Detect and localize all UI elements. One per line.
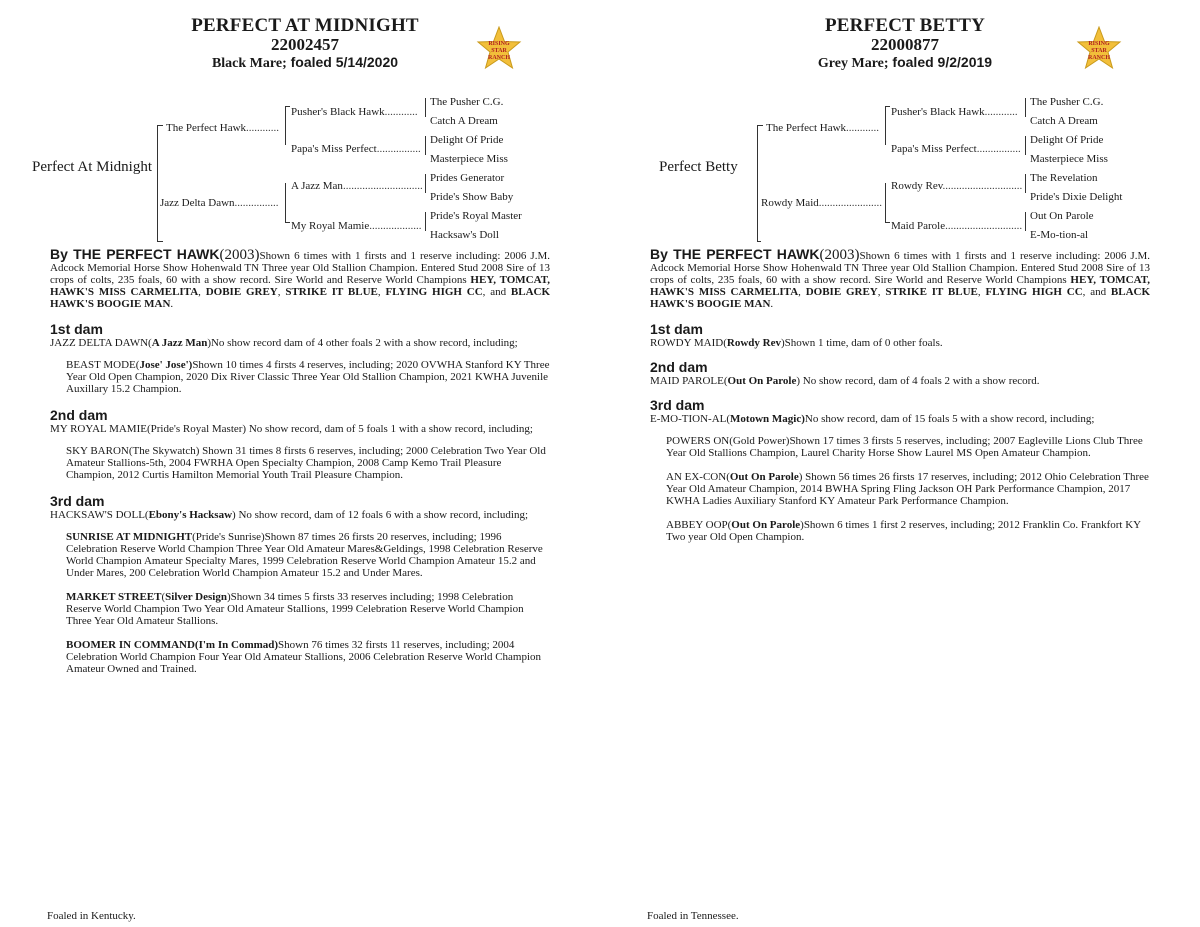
third-dam-text: E-MO-TION-AL(Motown Magic)No show record, dam of 15 foals 5 with a show record, including; bbox=[650, 413, 1095, 425]
pedigree-dsd: Pride's Show Baby bbox=[430, 191, 514, 203]
bracket-line bbox=[285, 183, 286, 222]
second-dam-text: MAID PAROLE(Out On Parole) No show record, dam of 4 foals 2 with a show record. bbox=[650, 375, 1040, 387]
svg-text:RANCH: RANCH bbox=[1088, 55, 1110, 61]
svg-text:STAR: STAR bbox=[1091, 48, 1107, 54]
bracket-tick bbox=[757, 125, 763, 126]
offspring-entry: AN EX-CON(Out On Parole) Shown 56 times 26 firsts 17 reserves, including; 2012 Ohio Celebration Three Year Old Amateur Champion, 2014 BWHA Spring Fling Jackson OH Park Performance Champion, 2017 KWHA Ladies Auxiliary Stanford KY Amateur Park Performance Champion. bbox=[666, 471, 1149, 507]
bracket-line bbox=[425, 136, 426, 155]
first-dam-text: ROWDY MAID(Rowdy Rev)Shown 1 time, dam of 0 other foals. bbox=[650, 337, 943, 349]
pedigree-dam: Jazz Delta Dawn................ bbox=[160, 197, 279, 209]
first-dam-text: JAZZ DELTA DAWN(A Jazz Man)No show record dam of 4 other foals 2 with a show record, including; bbox=[50, 337, 518, 349]
pedigree-sire-sire: Pusher's Black Hawk............ bbox=[291, 106, 418, 118]
pedigree-dam-dam: Maid Parole............................ bbox=[891, 220, 1023, 232]
svg-text:RISING: RISING bbox=[488, 41, 510, 47]
horse-description: Grey Mare; foaled 9/2/2019 bbox=[817, 54, 993, 71]
second-dam-heading: 2nd dam bbox=[50, 407, 108, 423]
first-dam-heading: 1st dam bbox=[650, 321, 703, 337]
pedigree-ddd: E-Mo-tion-al bbox=[1030, 229, 1089, 241]
bracket-line bbox=[425, 212, 426, 231]
bracket-tick bbox=[157, 241, 163, 242]
pedigree-sdd: Masterpiece Miss bbox=[430, 153, 508, 165]
svg-text:STAR: STAR bbox=[491, 48, 507, 54]
sire-summary: By THE PERFECT HAWK(2003)Shown 6 times with 1 firsts and 1 reserve including: 2006 J.M. Adcock Memorial Horse Show Hohenwald TN Three year Old Stallion Champion. Entered Stud 2008 Sire of 13 crops of colts, 235 foals, 60 with a show record. Sire World and Reserve World Champions HEY, TOMCAT, HAWK'S MISS CARMELITA, DOBIE GREY, STRIKE IT BLUE, FLYING HIGH CC, and BLACK HAWK'S BOOGIE MAN. bbox=[50, 246, 551, 310]
horse-name-title: PERFECT BETTY bbox=[824, 15, 986, 36]
offspring-entry: ABBEY OOP(Out On Parole)Shown 6 times 1 first 2 reserves, including; 2012 Franklin Co. Frankfort KY Two year Old Open Champion. bbox=[666, 519, 1141, 543]
bracket-line bbox=[1025, 136, 1026, 155]
bracket-line bbox=[425, 98, 426, 117]
pedigree-sds: Delight Of Pride bbox=[1030, 134, 1104, 146]
pedigree-chart bbox=[600, 90, 1200, 250]
pedigree-dss: Prides Generator bbox=[430, 172, 505, 184]
bracket-tick bbox=[157, 125, 163, 126]
svg-text:RANCH: RANCH bbox=[488, 55, 510, 61]
pedigree-sss: The Pusher C.G. bbox=[430, 96, 504, 108]
offspring-entry: BEAST MODE(Jose' Jose')Shown 10 times 4 firsts 4 reserves, including; 2020 OVWHA Stanford KY Three Year Old Open Champion, 2020 Dix River Classic Three Year Old Stallion Champion, 2021 KWHA Juvenile Auxillary 15.2 Champion. bbox=[66, 359, 550, 395]
pedigree-ddd: Hacksaw's Doll bbox=[430, 229, 499, 241]
pedigree-ssd: Catch A Dream bbox=[430, 115, 498, 127]
pedigree-dss: The Revelation bbox=[1030, 172, 1098, 184]
pedigree-sire-dam: Papa's Miss Perfect................ bbox=[291, 143, 421, 155]
pedigree-dsd: Pride's Dixie Delight bbox=[1030, 191, 1123, 203]
pedigree-chart bbox=[0, 90, 600, 250]
pedigree-sire-sire: Pusher's Black Hawk............ bbox=[891, 106, 1018, 118]
bracket-line bbox=[885, 183, 886, 222]
foaled-location: Foaled in Kentucky. bbox=[47, 910, 136, 922]
pedigree-dam-sire: Rowdy Rev............................. bbox=[891, 180, 1023, 192]
bracket-line bbox=[285, 106, 286, 145]
pedigree-horse: Perfect Betty bbox=[659, 159, 738, 175]
horse-name-title: PERFECT AT MIDNIGHT bbox=[191, 15, 419, 36]
pedigree-dds: Pride's Royal Master bbox=[430, 210, 522, 222]
pedigree-horse: Perfect At Midnight bbox=[32, 159, 152, 175]
horse-description: Black Mare; foaled 5/14/2020 bbox=[211, 54, 399, 71]
pedigree-sire-dam: Papa's Miss Perfect................ bbox=[891, 143, 1021, 155]
registration-number: 22002457 bbox=[271, 35, 339, 54]
offspring-entry: SUNRISE AT MIDNIGHT(Pride's Sunrise)Shown 87 times 26 firsts 20 reserves, including; 1996 Celebration Reserve World Champion Three Year Old Amateur Mares&Geldings, 1998 Celebration Reserve World Champion Amateur Specialty Mares, 1999 Celebration Reserve World Champion Amateur 15.2 and Under Mares, 200 Celebration World Champion Amateur 15.2 and Under Mares. bbox=[66, 531, 543, 579]
pedigree-sds: Delight Of Pride bbox=[430, 134, 504, 146]
pedigree-ssd: Catch A Dream bbox=[1030, 115, 1098, 127]
pedigree-dam-dam: My Royal Mamie................... bbox=[291, 220, 422, 232]
svg-text:RISING: RISING bbox=[1088, 41, 1110, 47]
bracket-tick bbox=[885, 222, 890, 223]
bracket-line bbox=[1025, 174, 1026, 193]
third-dam-heading: 3rd dam bbox=[650, 397, 705, 413]
pedigree-sdd: Masterpiece Miss bbox=[1030, 153, 1108, 165]
bracket-line bbox=[885, 106, 886, 145]
third-dam-heading: 3rd dam bbox=[50, 493, 105, 509]
pedigree-sire: The Perfect Hawk............ bbox=[766, 122, 880, 134]
offspring-entry: POWERS ON(Gold Power)Shown 17 times 3 firsts 5 reserves, including; 2007 Eagleville Lions Club Three Year Old Stallions Champion, Laurel Charity Horse Show Laurel MS Open Amateur Champion. bbox=[666, 435, 1143, 459]
first-dam-heading: 1st dam bbox=[50, 321, 103, 337]
third-dam-text: HACKSAW'S DOLL(Ebony's Hacksaw) No show record, dam of 12 foals 6 with a show record, including; bbox=[50, 509, 529, 521]
offspring-entry: MARKET STREET(Silver Design)Shown 34 times 5 firsts 33 reserves including; 1998 Celebration Reserve World Champion Two Year Old Amateur Stallions, 1999 Celebration Reserve World Champion Three Year Old Amateur Stallions. bbox=[66, 591, 524, 627]
bracket-line bbox=[425, 174, 426, 193]
pedigree-dam-sire: A Jazz Man............................. bbox=[291, 180, 423, 192]
bracket-tick bbox=[757, 241, 761, 242]
pedigree-page-right bbox=[600, 0, 1200, 927]
pedigree-sss: The Pusher C.G. bbox=[1030, 96, 1104, 108]
second-dam-heading: 2nd dam bbox=[650, 359, 708, 375]
bracket-line bbox=[157, 125, 158, 241]
registration-number: 22000877 bbox=[871, 35, 939, 54]
foaled-location: Foaled in Tennessee. bbox=[647, 910, 739, 922]
offspring-entry: BOOMER IN COMMAND(I'm In Commad)Shown 76 times 32 firsts 11 reserves, including; 2004 Celebration World Champion Four Year Old Amateur Stallions, 2006 Celebration Reserve World Champion Amateur Owned and Trained. bbox=[66, 639, 542, 675]
produce-record bbox=[50, 248, 550, 687]
bracket-line bbox=[1025, 98, 1026, 117]
pedigree-sire: The Perfect Hawk............ bbox=[166, 122, 280, 134]
rising-star-ranch-logo bbox=[1076, 26, 1122, 70]
pedigree-dds: Out On Parole bbox=[1030, 210, 1094, 222]
sire-summary: By THE PERFECT HAWK(2003)Shown 6 times with 1 firsts and 1 reserve including: 2006 J.M. Adcock Memorial Horse Show Hohenwald TN Three year Old Stallion Champion. Entered Stud 2008 Sire of 13 crops of colts, 235 foals, 60 with a show record. Sire World and Reserve World Champions HEY, TOMCAT, HAWK'S MISS CARMELITA, DOBIE GREY, STRIKE IT BLUE, FLYING HIGH CC, and BLACK HAWK'S BOOGIE MAN. bbox=[650, 246, 1151, 310]
second-dam-text: MY ROYAL MAMIE(Pride's Royal Master) No show record, dam of 5 foals 1 with a show record, including; bbox=[50, 423, 533, 435]
pedigree-dam: Rowdy Maid....................... bbox=[761, 197, 882, 209]
bracket-tick bbox=[285, 222, 290, 223]
rising-star-ranch-logo bbox=[476, 26, 522, 70]
bracket-line bbox=[757, 125, 758, 241]
produce-record bbox=[650, 248, 1150, 555]
offspring-entry: SKY BARON(The Skywatch) Shown 31 times 8 firsts 6 reserves, including; 2000 Celebration Two Year Old Amateur Stallions-5th, 2004 FWRHA Open Specialty Champion, 2008 Camp Kemo Trail Pleasure Champion, 2012 Curtis Hamilton Memorial Youth Trail Pleasure Champion. bbox=[66, 445, 546, 481]
bracket-tick bbox=[285, 106, 290, 107]
bracket-line bbox=[1025, 212, 1026, 231]
bracket-tick bbox=[885, 106, 890, 107]
